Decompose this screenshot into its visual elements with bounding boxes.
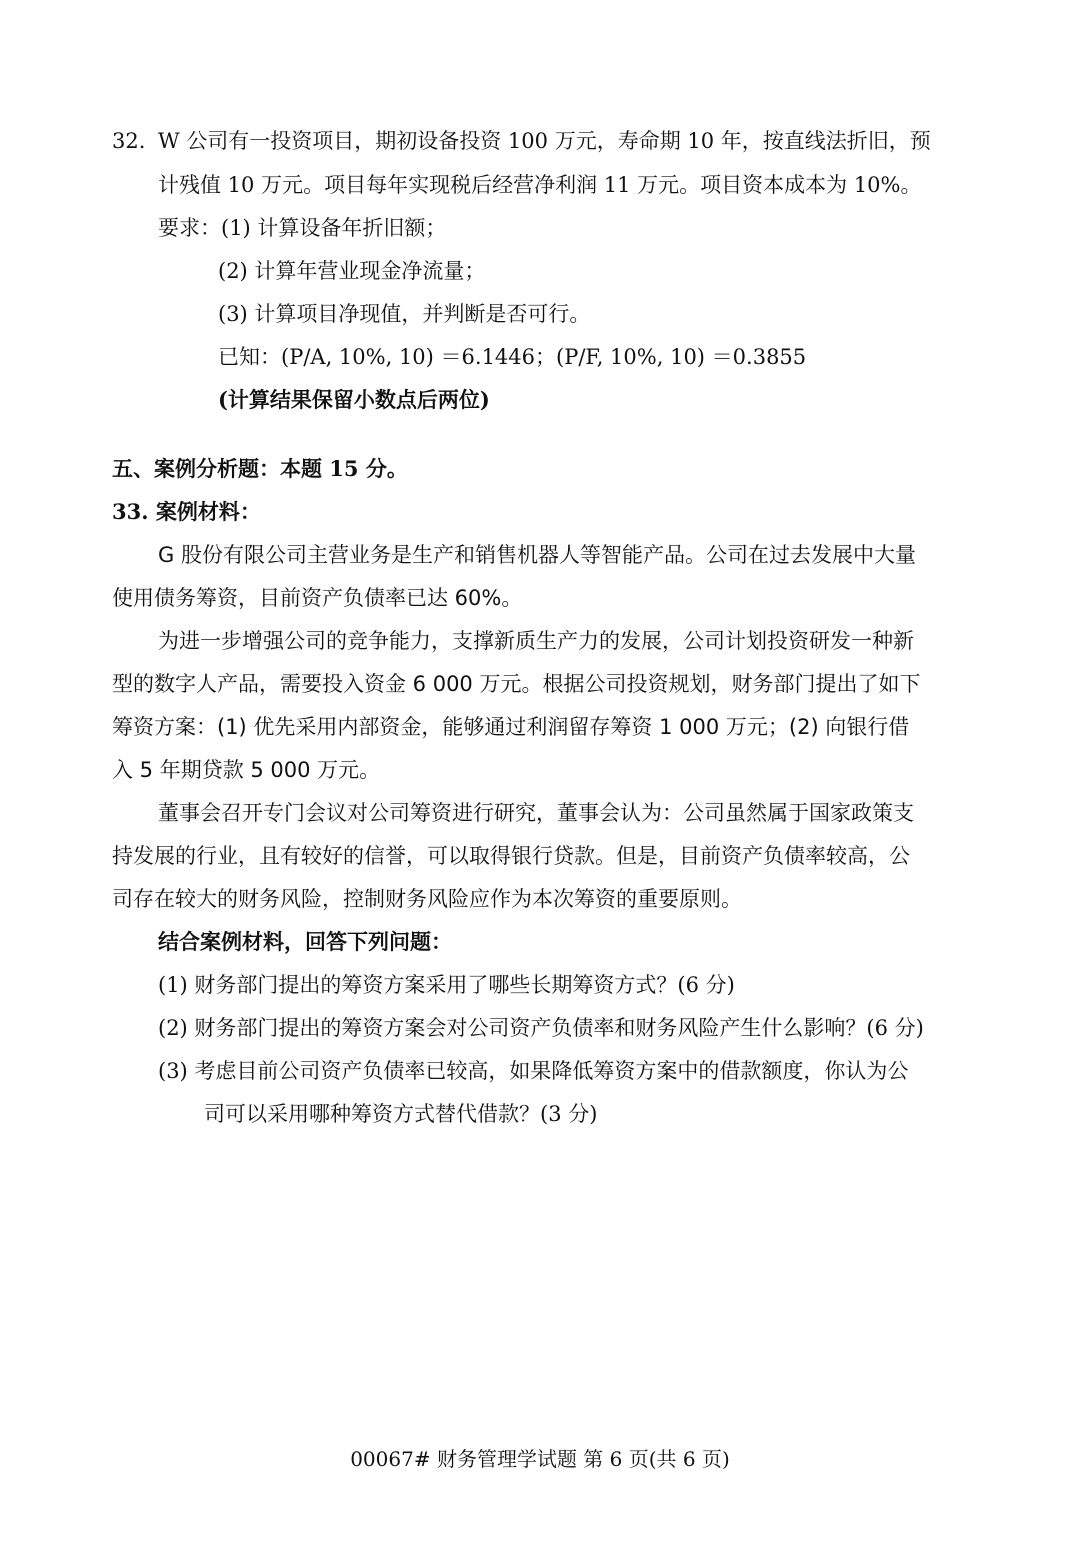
q32-known-values: 已知：(P/A, 10%, 10) ＝6.1446；(P/F, 10%, 10) ＝0.3855 [218,345,807,369]
q32-precision-note: (计算结果保留小数点后两位) [218,387,490,412]
page-footer: 00067# 财务管理学试题 第 6 页(共 6 页) [350,1447,730,1471]
q33-paragraph3-line1: 董事会召开专门会议对公司筹资进行研究，董事会认为：公司虽然属于国家政策支 [158,801,914,825]
q32-text-line1: W 公司有一投资项目，期初设备投资 100 万元，寿命期 10 年，按直线法折旧，预 [158,129,931,153]
q32-text-line2: 计残值 10 万元。项目每年实现税后经营净利润 11 万元。项目资本成本为 10%。 [158,173,922,197]
q32-requirement-3: (3) 计算项目净现值，并判断是否可行。 [218,302,591,326]
q33-subquestion-3-line1: (3) 考虑目前公司资产负债率已较高，如果降低筹资方案中的借款额度，你认为公 [158,1059,909,1083]
q33-paragraph2-line4: 入 5 年期贷款 5 000 万元。 [112,758,381,782]
q33-paragraph1-line2: 使用债务筹资，目前资产负债率已达 60%。 [112,586,523,610]
q33-paragraph3-line2: 持发展的行业，且有较好的信誉，可以取得银行贷款。但是，目前资产负债率较高，公 [112,844,910,868]
q33-subquestion-1: (1) 财务部门提出的筹资方案采用了哪些长期筹资方式？(6 分) [158,973,735,997]
q33-heading: 33. 案例材料： [112,499,261,524]
q33-paragraph2-line2: 型的数字人产品，需要投入资金 6 000 万元。根据公司投资规划，财务部门提出了如下 [112,672,921,696]
q33-paragraph3-line3: 司存在较大的财务风险，控制财务风险应作为本次筹资的重要原则。 [112,887,742,911]
q32-requirement-1: 要求：(1) 计算设备年折旧额； [158,216,447,240]
q33-paragraph2-line1: 为进一步增强公司的竞争能力，支撑新质生产力的发展，公司计划投资研发一种新 [158,629,914,653]
q33-subquestion-3-line2: 司可以采用哪种筹资方式替代借款？(3 分) [204,1102,598,1126]
q33-paragraph2-line3: 筹资方案：(1) 优先采用内部资金，能够通过利润留存筹资 1 000 万元；(2) 向银行借 [112,715,910,739]
q32-requirement-2: (2) 计算年营业现金净流量； [218,259,486,283]
q33-prompt: 结合案例材料，回答下列问题： [158,929,452,954]
q33-paragraph1-line1: G 股份有限公司主营业务是生产和销售机器人等智能产品。公司在过去发展中大量 [158,543,916,567]
section-5-title: 五、案例分析题：本题 15 分。 [112,456,408,481]
q32-number: 32. [112,129,146,153]
q33-subquestion-2: (2) 财务部门提出的筹资方案会对公司资产负债率和财务风险产生什么影响？(6 分) [158,1016,924,1040]
